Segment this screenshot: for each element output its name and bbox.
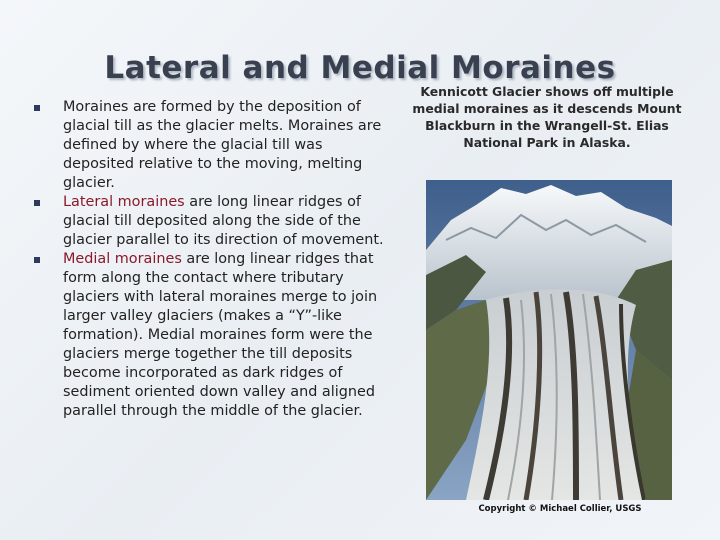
slide-title: Lateral and Medial Moraines	[104, 50, 616, 86]
bullet-item	[34, 250, 394, 421]
square-bullet-icon	[34, 257, 40, 263]
bullet-text: Moraines are formed by the deposition of glacial till as the glacier melts. Moraines are defined by where the glacial till was deposited relative to the moving, melting glacier.	[63, 99, 382, 191]
bullet-item	[34, 98, 394, 193]
bullet-text: are long linear ridges of glacial till deposited along the side of the glacier parallel to its direction of movement.	[63, 194, 384, 248]
bullet-term: Medial moraines	[63, 251, 182, 267]
bullet-list	[34, 98, 394, 421]
glacier-photo	[426, 180, 672, 500]
bullet-item	[34, 193, 394, 250]
photo-caption: Kennicott Glacier shows off multiple medial moraines as it descends Mount Blackburn in the Wrangell-St. Elias National Park in Alaska.	[412, 84, 682, 150]
square-bullet-icon	[34, 200, 40, 206]
photo-copyright: Copyright © Michael Collier, USGS	[478, 504, 642, 514]
square-bullet-icon	[34, 105, 40, 111]
bullet-text: are long linear ridges that form along the contact where tributary glaciers with lateral moraines merge to join larger valley glaciers (makes a “Y”-like formation). Medial moraines form were the glaciers merge together the till deposits become incorporated as dark ridges of sediment oriented down valley and aligned parallel through the middle of the glacier.	[63, 251, 378, 419]
bullet-term: Lateral moraines	[63, 194, 185, 210]
